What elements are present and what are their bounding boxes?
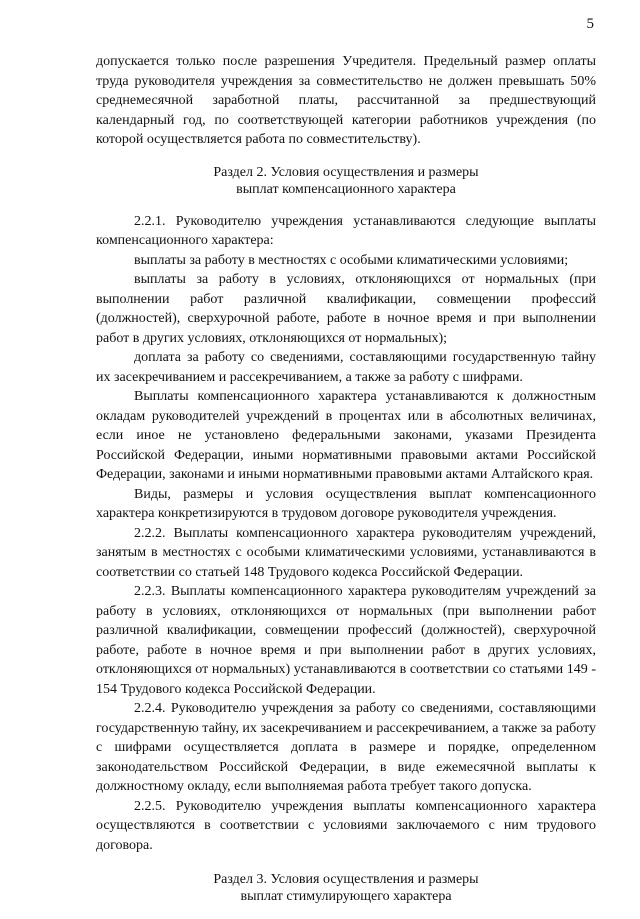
paragraph-compensation-types: Виды, размеры и условия осуществления выплат компенсационного характера конкретизируются в трудовом договоре руководителя учреждения.: [96, 486, 596, 521]
list-item-abnormal-conditions: выплаты за работу в условиях, отклоняющихся от нормальных (при выполнении работ различной квалификации, совмещении профессий (должностей), сверхурочной работе, работе в ночное время и при выполнении работ в других условиях, отклоняющихся от нормальных);: [96, 272, 596, 346]
section-3-title-line-1: Раздел 3. Условия осуществления и размеры: [213, 872, 479, 887]
section-2-title-line-1: Раздел 2. Условия осуществления и размеры: [213, 164, 479, 180]
paragraph-2-2-5: 2.2.5. Руководителю учреждения выплаты компенсационного характера осуществляются в соответствии с условиями заключаемого с ним трудового договора.: [96, 798, 596, 853]
section-3-title-line-2: выплат стимулирующего характера: [240, 889, 452, 904]
paragraph-compensation-basis: Выплаты компенсационного характера устанавливаются к должностным окладам руководителей учреждений в процентах или в абсолютных величинах, если иное не установлено федеральными законами, указами Президента Российской Федерации, иными нормативными правовыми актами Российской Федерации, законами и иными нормативными правовыми актами Алтайского края.: [96, 389, 596, 482]
section-2-title-line-2: выплат компенсационного характера: [236, 181, 456, 197]
paragraph-2-2-2: 2.2.2. Выплаты компенсационного характера руководителям учреждений, занятым в местностях с особыми климатическими условиями, устанавливаются в соответствии со статьей 148 Трудового кодекса Российской Федерации.: [96, 525, 596, 580]
page-number: 5: [586, 16, 594, 32]
section-3-heading: [96, 871, 596, 905]
list-item-climatic: выплаты за работу в местностях с особыми климатическими условиями;: [134, 252, 569, 268]
paragraph-2-2-3: 2.2.3. Выплаты компенсационного характера руководителям учреждений за работу в условиях, отклоняющихся от нормальных (при выполнении работ различной квалификации, совмещении профессий (должностей), сверхурочной работе, работе в ночное время и при выполнении работ в других условиях, отклоняющихся от нормальных) устанавливаются в соответствии со статьями 149 - 154 Трудового кодекса Российской Федерации.: [96, 584, 596, 697]
paragraph-2-2-1: 2.2.1. Руководителю учреждения устанавливаются следующие выплаты компенсационного характера:: [96, 213, 596, 248]
document-body: [96, 52, 596, 919]
paragraph-2-2-4: 2.2.4. Руководителю учреждения за работу со сведениями, составляющими государственную тайну, их засекречиванием и рассекречиванием, а также за работу с шифрами осуществляется доплата в размере и порядке, определенном законодательством Российской Федерации, в виде ежемесячной выплаты к должностному окладу, если выполняемая работа требует такого допуска.: [96, 701, 596, 794]
section-2-heading: [96, 164, 596, 198]
intro-paragraph: допускается только после разрешения Учредителя. Предельный размер оплаты труда руководителя учреждения за совместительство не должен превышать 50% среднемесячной заработной платы, рассчитанной за предшествующий календарный год, по соответствующей категории работников учреждения (по которой осуществляется работа по совместительству).: [96, 54, 596, 147]
list-item-state-secret: доплата за работу со сведениями, составляющими государственную тайну их засекречиванием и рассекречиванием, а также за работу с шифрами.: [96, 350, 596, 385]
